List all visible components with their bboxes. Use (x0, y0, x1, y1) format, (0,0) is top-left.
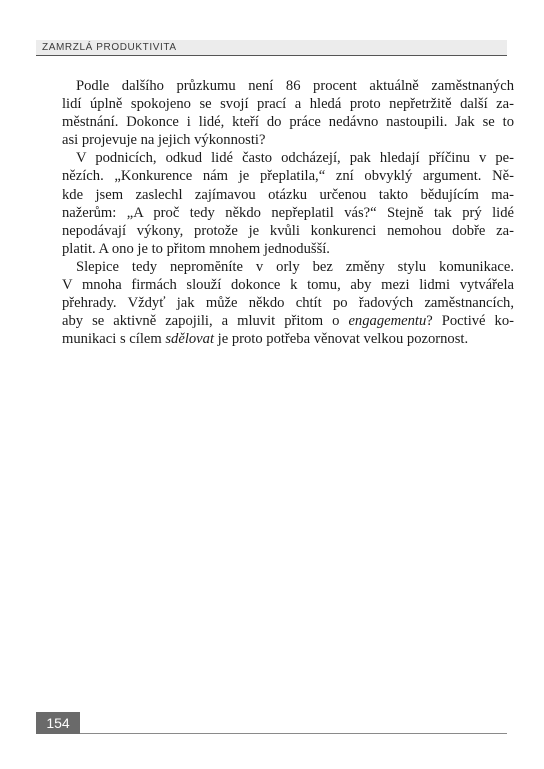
text-run: munikaci s cílem (62, 331, 166, 348)
text-line: asi projevuje na jejich výkonnosti? (62, 132, 266, 149)
text-line: platit. A ono je to přitom mnohem jednodušší. (62, 240, 330, 257)
page-number-box (36, 712, 80, 734)
text-line: V mnoha firmách slouží dokonce k tomu, aby mezi lidmi vytvářela (62, 277, 514, 294)
text-line (62, 330, 514, 348)
text-line: Podle dalšího průzkumu není 86 procent aktuálně zaměstnaných (76, 78, 514, 94)
page-number: 154 (46, 715, 70, 731)
paragraph-3 (62, 258, 514, 348)
text-line: městnání. Dokonce i lidé, kteří do práce nedávno nastoupili. Jak se to (62, 114, 514, 131)
paragraph-2 (62, 149, 514, 258)
text-line: nězích. „Konkurence nám je přeplatila,“ zní obvyklý argument. Ně- (62, 168, 514, 185)
text-line (62, 312, 514, 330)
running-head-bar (36, 40, 507, 56)
text-run: aby se aktivně zapojili, a mluvit přitom o (62, 313, 349, 330)
running-head: ZAMRZLÁ PRODUKTIVITA (42, 42, 177, 53)
text-line: V podnicích, odkud lidé často odcházejí, pak hledají příčinu v pe- (76, 150, 514, 167)
text-line: nepodávají výkony, protože je kvůli konkurenci nemohou dobře za- (62, 222, 514, 239)
text-line: přehrady. Vždyť jak může někdo chtít po řadových zaměstnancích, (62, 295, 514, 312)
italic-term: sdělovat (165, 331, 214, 348)
text-line: lidí úplně spokojeno se svojí prací a hledá proto nepřetržitě další za- (62, 96, 514, 113)
text-line: kde jsem zaslechl zajímavou otázku určenou takto bědujícím ma- (62, 186, 514, 203)
text-line: nažerům: „A proč tedy někdo nepřeplatil vás?“ Stejně tak prý lidé (62, 204, 514, 221)
paragraph-1 (62, 77, 514, 149)
footer-rule (80, 733, 507, 734)
text-run: ? Poctivé ko- (426, 313, 514, 330)
text-run: je proto potřeba věnovat velkou pozornost. (214, 331, 469, 348)
italic-term: engagementu (348, 313, 427, 330)
body-text (62, 77, 514, 348)
text-line: Slepice tedy nepromĕníte v orly bez změny stylu komunikace. (76, 258, 514, 275)
